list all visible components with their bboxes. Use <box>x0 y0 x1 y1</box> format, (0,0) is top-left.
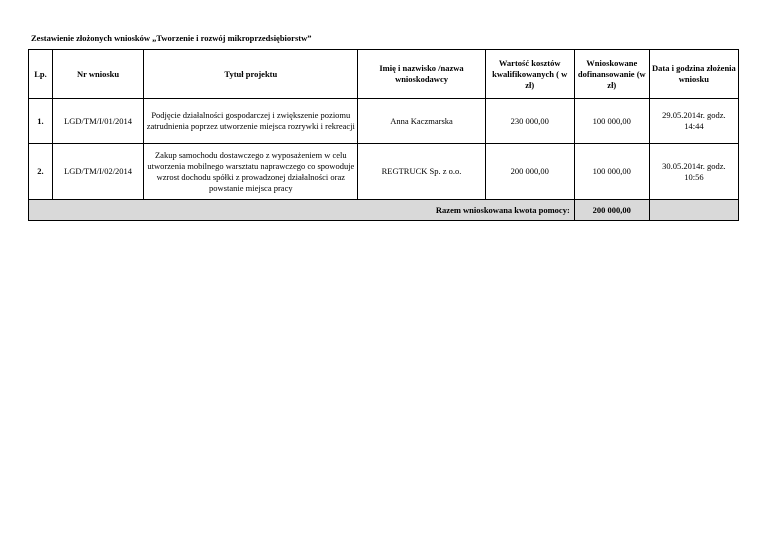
applications-table <box>28 49 739 221</box>
cell-wnioskodawca: Anna Kaczmarska <box>358 99 485 144</box>
cell-data-godzina: 29.05.2014r. godz. 14:44 <box>649 99 738 144</box>
header-lp: Lp. <box>29 50 53 99</box>
total-blank-cell <box>649 200 738 221</box>
header-dofinansowanie: Wnioskowane dofinansowanie (w zł) <box>574 50 649 99</box>
cell-data-godzina: 30.05.2014r. godz. 10:56 <box>649 144 738 200</box>
cell-dofinansowanie: 100 000,00 <box>574 99 649 144</box>
total-value: 200 000,00 <box>574 200 649 221</box>
header-tytul-projektu: Tytuł projektu <box>144 50 358 99</box>
cell-wnioskodawca: REGTRUCK Sp. z o.o. <box>358 144 485 200</box>
cell-wartosc-kosztow: 230 000,00 <box>485 99 574 144</box>
cell-nr-wniosku: LGD/TM/I/01/2014 <box>52 99 143 144</box>
cell-lp: 2. <box>29 144 53 200</box>
header-wartosc-kosztow: Wartość kosztów kwalifikowanych ( w zł) <box>485 50 574 99</box>
table-row <box>29 99 739 144</box>
header-data-godzina: Data i godzina złożenia wniosku <box>649 50 738 99</box>
total-label: Razem wnioskowana kwota pomocy: <box>29 200 575 221</box>
table-row <box>29 144 739 200</box>
cell-wartosc-kosztow: 200 000,00 <box>485 144 574 200</box>
document-title: Zestawienie złożonych wniosków „Tworzenie i rozwój mikroprzedsiębiorstw” <box>31 33 312 43</box>
cell-dofinansowanie: 100 000,00 <box>574 144 649 200</box>
table-header-row <box>29 50 739 99</box>
header-nr-wniosku: Nr wniosku <box>52 50 143 99</box>
header-wnioskodawca: Imię i nazwisko /nazwa wnioskodawcy <box>358 50 485 99</box>
cell-nr-wniosku: LGD/TM/I/02/2014 <box>52 144 143 200</box>
total-row <box>29 200 739 221</box>
cell-lp: 1. <box>29 99 53 144</box>
cell-tytul-projektu: Zakup samochodu dostawczego z wyposażeniem w celu utworzenia mobilnego warsztatu naprawczego co spowoduje wzrost dochodu spółki z prowadzonej działalności oraz powstanie miejsca pracy <box>144 144 358 200</box>
cell-tytul-projektu: Podjęcie działalności gospodarczej i zwiększenie poziomu zatrudnienia poprzez utworzenie miejsca rozrywki i rekreacji <box>144 99 358 144</box>
